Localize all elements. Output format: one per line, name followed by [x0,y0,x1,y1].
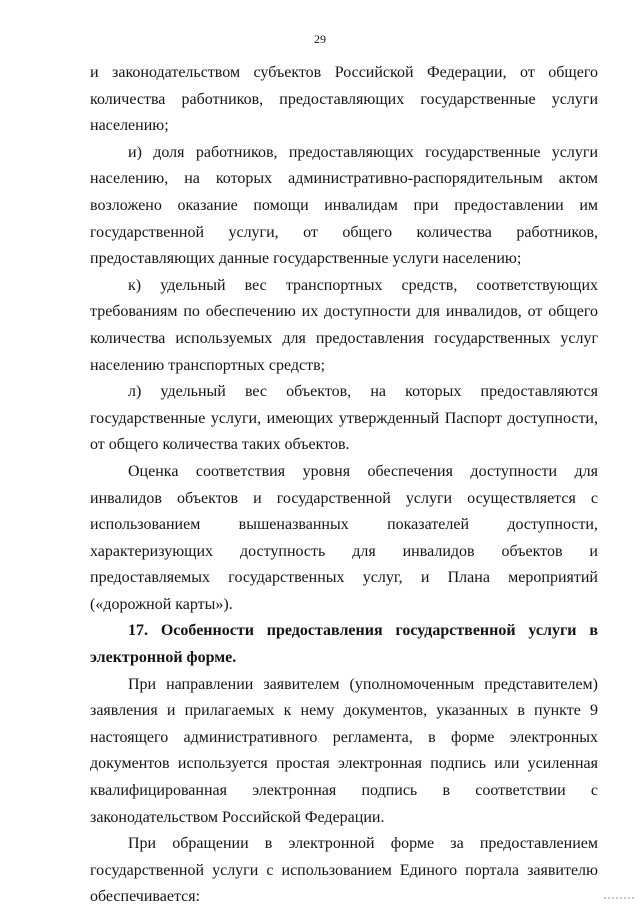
document-body [90,60,598,911]
paragraph-portal-access: При обращении в электронной форме за предоставлением государственной услуги с использованием Единого портала заявителю обеспечивается: [90,835,598,906]
paragraph-item-l: л) удельный вес объектов, на которых предоставляются государственные услуги, имеющих утвержденный Паспорт доступности, от общего количества таких объектов. [90,383,598,454]
paragraph-item-k: к) удельный вес транспортных средств, соответствующих требованиям по обеспечению их доступности для инвалидов, от общего количества используемых для предоставления государственных услуг населению транспортных средств; [90,276,598,374]
section-heading-17: 17. Особенности предоставления государственной услуги в электронной форме. [90,622,598,667]
paragraph-item-i: и) доля работников, предоставляющих государственные услуги населению, на которых административно-распорядительным актом возложено оказание помощи инвалидам при предоставлении им государственной услуги, от общего количества работников, предоставляющих данные государственные услуги населению; [90,143,598,268]
paragraph-continuation: и законодательством субъектов Российской Федерации, от общего количества работников, предоставляющих государственные услуги населению; [90,64,598,135]
paragraph-electronic-signature: При направлении заявителем (уполномоченным представителем) заявления и прилагаемых к нему документов, указанных в пункте 9 настоящего административного регламента, в форме электронных документов используется простая электронная подпись или усиленная квалифицированная электронная подпись в соответствии с законодательством Российской Федерации. [90,675,598,826]
paragraph-assessment: Оценка соответствия уровня обеспечения доступности для инвалидов объектов и государственной услуги осуществляется с использованием вышеназванных показателей доступности, характеризующих доступность для инвалидов объектов и предоставляемых государственных услуг, и Плана мероприятий («дорожной карты»). [90,462,598,613]
scan-artifact [604,897,634,901]
page-number: 29 [314,32,326,46]
